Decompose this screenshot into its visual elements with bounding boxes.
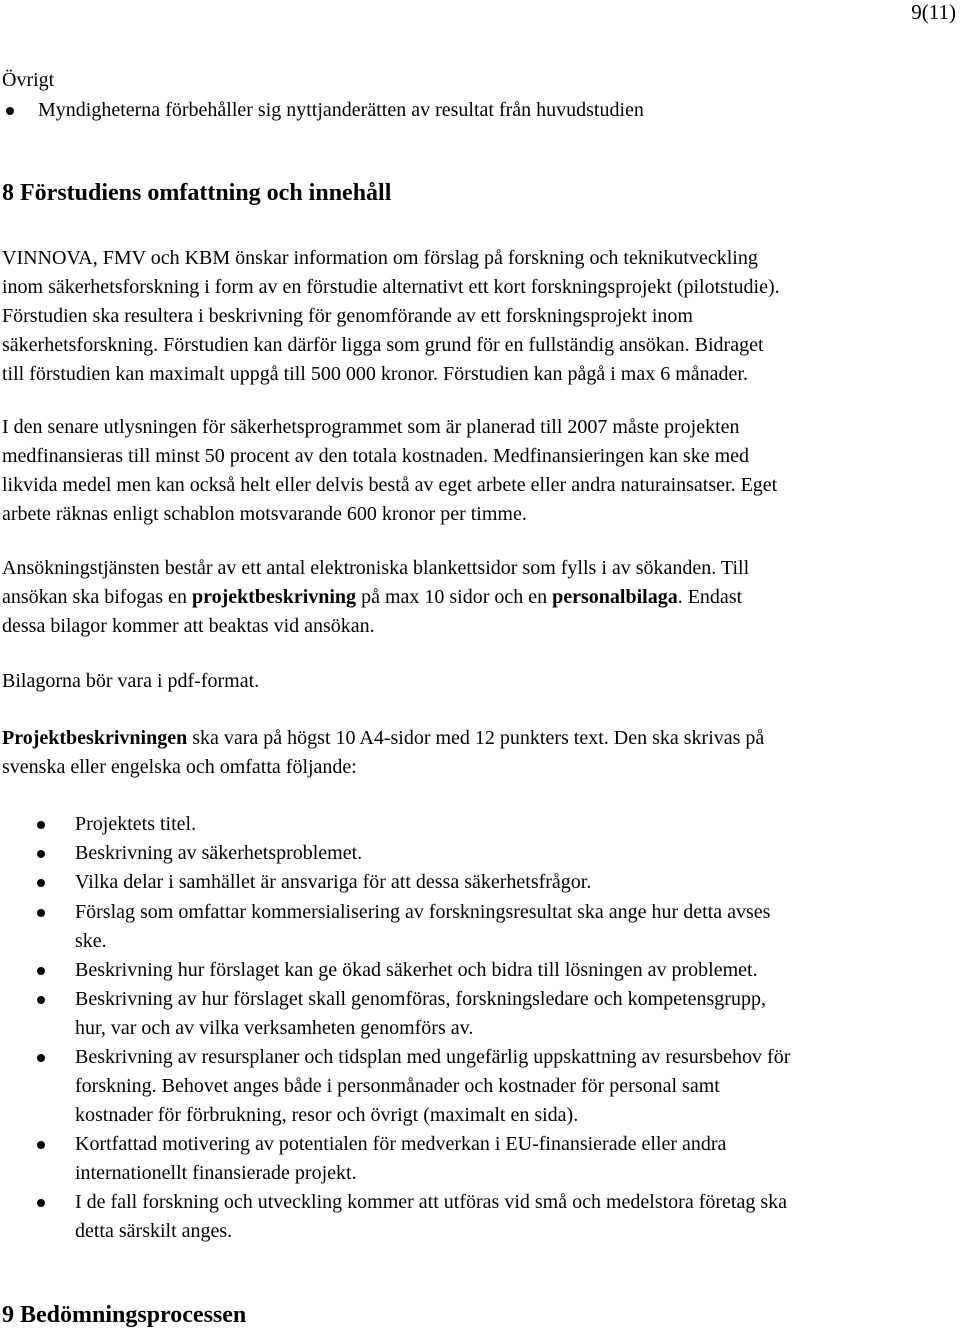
text-line: säkerhetsforskning. Förstudien kan därför ligga som grund för en fullständig ansökan. Bidraget [2,334,764,356]
list-item [75,985,766,1043]
bullet-icon [37,1199,45,1207]
list-item-line: ske. [75,930,107,952]
list-item [75,868,591,897]
page-number: 9(11) [911,0,956,24]
list-item-line: Förslag som omfattar kommersialisering av forskningsresultat ska ange hur detta avses [75,901,771,923]
text-line: dessa bilagor kommer att beaktas vid ansökan. [2,615,375,637]
text-run: . Endast [677,586,743,608]
ovrigt-heading: Övrigt [2,69,55,91]
personalbilaga-bold: personalbilaga [552,586,678,608]
bullet-icon [37,1054,45,1062]
bullet-icon [37,996,45,1004]
list-item-line: detta särskilt anges. [75,1220,233,1242]
list-item [75,1188,787,1246]
list-item-line: kostnader för förbrukning, resor och övrigt (maximalt en sida). [75,1104,579,1126]
text-line: till förstudien kan maximalt uppgå till 500 000 kronor. Förstudien kan pågå i max 6 månader. [2,363,748,385]
projektbeskrivningen-bold: Projektbeskrivningen [2,727,188,749]
bullet-icon [37,1141,45,1149]
bullet-icon [37,821,45,829]
list-item-line: Beskrivning hur förslaget kan ge ökad säkerhet och bidra till lösningen av problemet. [75,959,758,981]
list-item [75,839,362,868]
list-item-line: Beskrivning av resursplaner och tidsplan med ungefärlig uppskattning av resursbehov för [75,1046,791,1068]
text-line: Ansökningstjänsten består av ett antal elektroniska blankettsidor som fylls i av sökanden. Till [2,557,750,579]
section-8-paragraph-3 [2,554,952,641]
list-item-line: forskning. Behovet anges både i personmånader och kostnader för personal samt [75,1075,720,1097]
section-9-heading: 9 Bedömningsprocessen [2,1302,247,1328]
text-line: svenska eller engelska och omfatta följande: [2,756,357,778]
list-item [75,1043,790,1130]
text-run: ska vara på högst 10 A4-sidor med 12 punkters text. Den ska skrivas på [187,727,765,749]
list-item-line: Beskrivning av säkerhetsproblemet. [75,842,363,864]
projektbeskrivning-bold: projektbeskrivning [191,586,357,608]
text-run: på max 10 sidor och en [356,586,553,608]
bullet-icon [37,850,45,858]
bullet-icon [6,107,14,115]
section-8-heading: 8 Förstudiens omfattning och innehåll [2,180,392,206]
bullet-icon [37,879,45,887]
section-8-paragraph-2 [2,413,952,529]
list-item [75,898,770,956]
text-line: Bilagorna bör vara i pdf-format. [2,670,260,692]
list-item-line: Kortfattad motivering av potentialen för medverkan i EU-finansierade eller andra [75,1133,727,1155]
section-8-paragraph-5 [2,724,952,782]
list-item [75,956,758,985]
text-line: Förstudien ska resultera i beskrivning för genomförande av ett forskningsprojekt inom [2,305,693,327]
text-line: medfinansieras till minst 50 procent av den totala kostnaden. Medfinansieringen kan ske med [2,445,750,467]
text-line: likvida medel men kan också helt eller delvis bestå av eget arbete eller andra naturainsatser. Eget [2,474,778,496]
bullet-icon [37,909,45,917]
section-8-paragraph-1 [2,244,952,389]
section-8-paragraph-4 [2,667,952,696]
list-item-line: hur, var och av vilka verksamheten genomförs av. [75,1017,474,1039]
list-item-line: Vilka delar i samhället är ansvariga för att dessa säkerhetsfrågor. [75,871,592,893]
list-item-line: internationellt finansierade projekt. [75,1162,357,1184]
text-line: inom säkerhetsforskning i form av en förstudie alternativt ett kort forskningsprojekt (pilotstudie). [2,276,780,298]
text-line: arbete räknas enligt schablon motsvarande 600 kronor per timme. [2,503,527,525]
list-item-line: Projektets titel. [75,813,197,835]
text-run: ansökan ska bifogas en [2,586,192,608]
text-line [2,724,952,753]
text-line [2,583,952,612]
text-line: VINNOVA, FMV och KBM önskar information om förslag på forskning och teknikutveckling [2,247,758,269]
ovrigt-bullet-text: Myndigheterna förbehåller sig nyttjanderätten av resultat från huvudstudien [38,99,644,121]
list-item [75,810,196,839]
text-line: I den senare utlysningen för säkerhetsprogrammet som är planerad till 2007 måste projekten [2,416,740,438]
list-item [75,1130,726,1188]
list-item-line: I de fall forskning och utveckling kommer att utföras vid små och medelstora företag ska [75,1191,788,1213]
list-item-line: Beskrivning av hur förslaget skall genomföras, forskningsledare och kompetensgrupp, [75,988,766,1010]
bullet-icon [37,967,45,975]
